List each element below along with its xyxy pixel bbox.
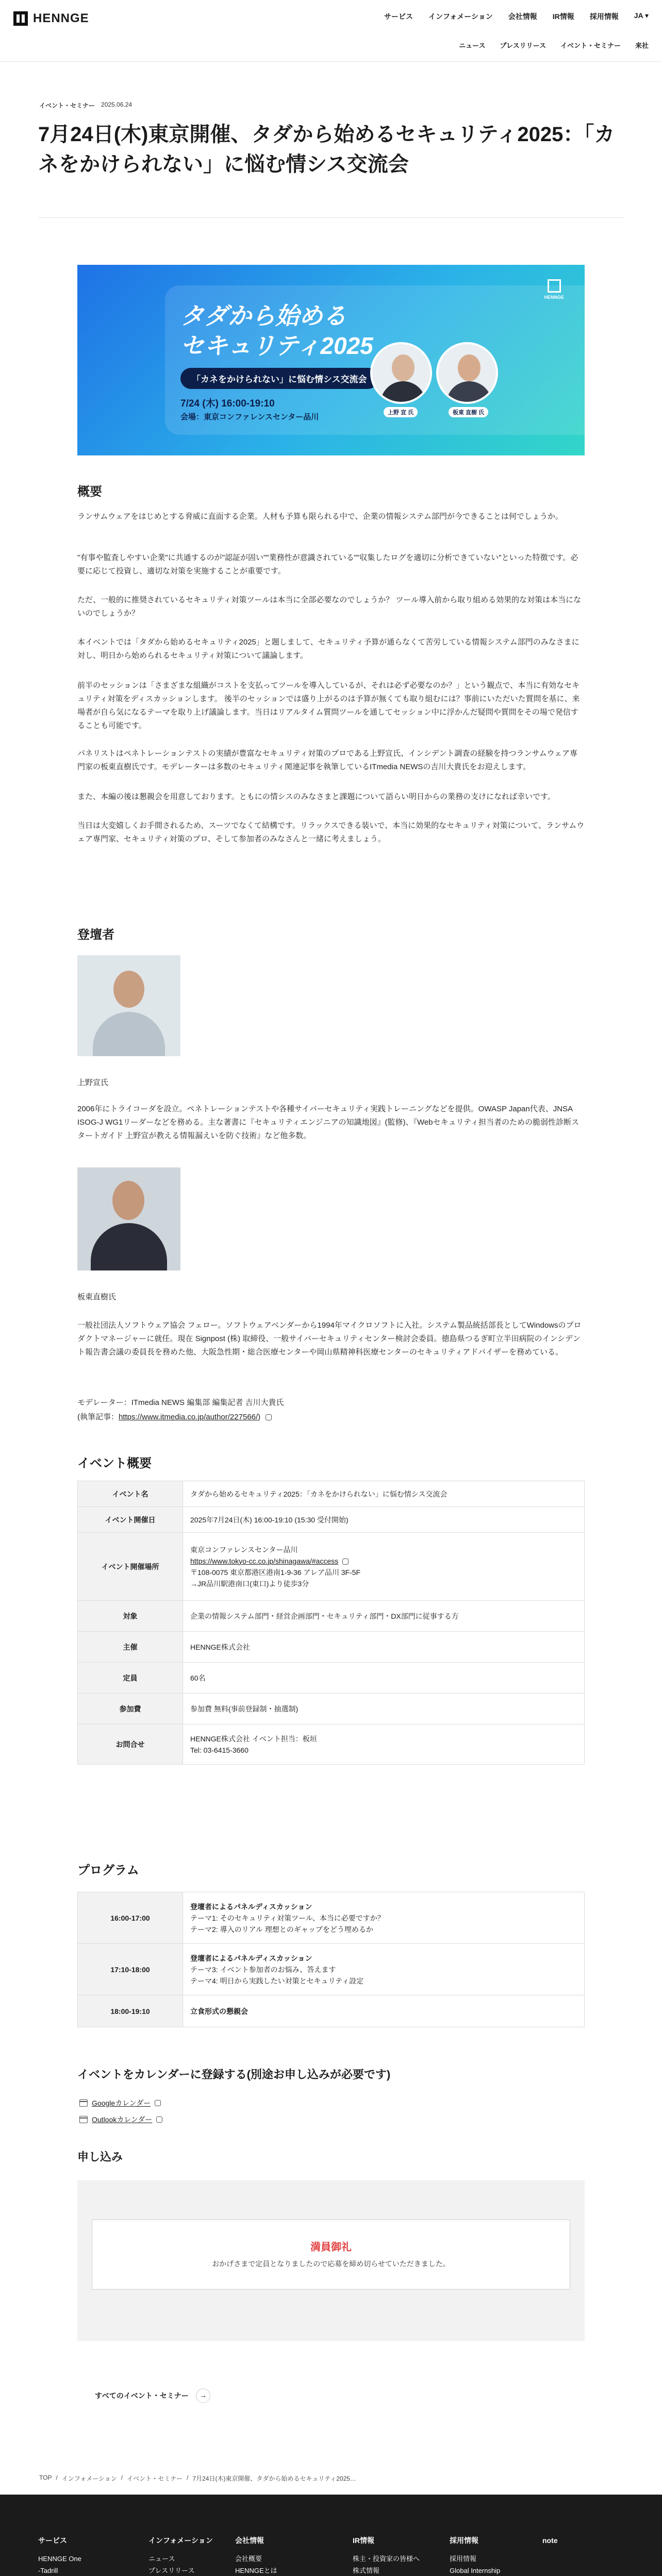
external-link-icon: [156, 2116, 162, 2123]
table-row: [78, 1663, 585, 1693]
overview-paragraph-2: "有事や監査しやすい企業"に共通するのが"認証が固い""業務性が意識されている""収集したログを適切に分析できていない"といった特徴です。必要に応じて投資し、適切な対策を実施することが重要です。: [77, 553, 578, 575]
article-meta: [39, 101, 132, 110]
program-title: 登壇者によるパネルディスカッション: [190, 1902, 312, 1911]
speaker1-bio: 2006年にトライコーダを設立。ペネトレーションテストや各種サイバーセキュリティ実践トレーニングなどを提供。OWASP Japan代表、JNSA ISOG-J WG1リーダーなどを務める。主な著書に『セキュリティエンジニアの知識地図』(監修)、『Webセキュリティ担当者のための脆弱性診断スタートガイド 上野宣が教える情報漏えいを防ぐ技術』など他多数。: [77, 1105, 580, 1140]
breadcrumb-separator: /: [121, 2474, 123, 2481]
speaker2-bio: 一般社団法人ソフトウェア協会 フェロー。ソフトウェアベンダーから1994年マイクロソフトに入社。システム製品統括部長としてWindowsのプロダクトマネージャーに就任。現在 Signpost (株) 取締役、一般サイバーセキュリティセンター検討会委員。徳島県つるぎ町立半田病院のインシデント報告書会議の委員長を務めた他、大阪急性期・総合医療センターや岡山県精神科医療センターのセキュリティアドバイザーを務めている。: [77, 1321, 582, 1357]
event-banner: [77, 265, 585, 455]
article-category[interactable]: イベント・セミナー: [39, 102, 95, 109]
table-value: [183, 1533, 585, 1601]
footer-col-careers: [450, 2535, 500, 2576]
speaker2-name: 板東直樹氏: [77, 1293, 117, 1301]
logo-link[interactable]: [13, 11, 89, 26]
program-time: 16:00-17:00: [78, 1892, 183, 1944]
table-row: [78, 1632, 585, 1663]
overview-paragraph-1: ランサムウェアをはじめとする脅威に直面する企業。人材も予算も限られる中で、企業の情報システム部門が今できることは何でしょうか。: [77, 512, 563, 521]
all-events-link[interactable]: [95, 2388, 210, 2403]
external-link-icon: [342, 1558, 349, 1565]
arrow-right-icon: →: [196, 2388, 210, 2403]
external-link-icon: [266, 1414, 272, 1420]
table-key: イベント開催場所: [78, 1533, 183, 1601]
table-row: [78, 1507, 585, 1533]
table-key: 主催: [78, 1632, 183, 1663]
calendar-icon: [79, 2099, 88, 2107]
table-key: イベント開催日: [78, 1507, 183, 1533]
footer-col-ir: [353, 2535, 420, 2576]
external-link-icon: [155, 2100, 161, 2106]
nav-information[interactable]: インフォメーション: [428, 12, 493, 21]
table-row: [78, 1892, 585, 1944]
author-end: ): [258, 1413, 261, 1421]
breadcrumb-information[interactable]: インフォメーション: [61, 2475, 117, 2482]
apply-section: [77, 2180, 585, 2341]
breadcrumb: [39, 2474, 356, 2483]
program-theme: テーマ4: 明日から実践したい対策とセキュリティ設定: [190, 1976, 364, 1985]
banner-logo-icon: [548, 279, 561, 293]
table-key: イベント名: [78, 1481, 183, 1507]
program-theme: テーマ1: そのセキュリティ対策ツール、本当に必要ですか？: [190, 1913, 385, 1922]
sub-nav: [459, 40, 649, 50]
program-title: 立食形式の懇親会: [190, 2007, 248, 2015]
event-overview-table: [77, 1481, 585, 1765]
breadcrumb-separator: /: [187, 2474, 189, 2481]
banner-headline-line1: タダから始める: [180, 302, 346, 329]
overview-paragraph-5: 前半のセッションは「さまざまな組織がコストを支払ってツールを導入しているが、それは必ず必要なのか？」という観点で、本当に有効なセキュリティ対策をディスカッションします。 後半のセッションでは盛り上がるのは予算が無くても取り組むには？事前にいただいた質問を基に、来場者が自ら気になるテーマを取り上げ議論します。当日はリアルタイム質問ツールを通してセッション中に浮かんだ疑問や質問をその場で発信することも可能です。: [77, 681, 580, 730]
apply-closed-box: [92, 2219, 570, 2290]
nav-services[interactable]: サービス: [384, 12, 413, 21]
table-value: 参加費 無料(事前登録制・抽選制): [183, 1693, 585, 1724]
venue-address: 〒108-0075 東京都港区港南1-9-36 アレア品川 3F-5F: [190, 1568, 361, 1577]
program-detail: [183, 1944, 585, 1995]
table-value: 2025年7月24日(木) 16:00-19:10 (15:30 受付開始): [183, 1507, 585, 1533]
program-theme: テーマ3: イベント参加者のお悩み、答えます: [190, 1965, 336, 1974]
table-value: 60名: [183, 1663, 585, 1693]
banner-speaker2-name: 板東 直樹 氏: [449, 407, 488, 417]
program-theme: テーマ2: 導入のリアル 理想とのギャップをどう埋めるか: [190, 1925, 373, 1934]
table-key: お問合せ: [78, 1724, 183, 1765]
banner-logo: [544, 279, 564, 300]
apply-heading: 申し込み: [77, 2150, 123, 2163]
outlook-calendar-link[interactable]: [79, 2114, 162, 2125]
subnav-events[interactable]: イベント・セミナー: [560, 42, 621, 49]
program-time: 18:00-19:10: [78, 1995, 183, 2027]
speaker1-name: 上野宣氏: [77, 1078, 109, 1087]
footer-col-heading[interactable]: 採用情報: [450, 2536, 478, 2545]
breadcrumb-current: 7月24日(木)東京開催、タダから始めるセキュリティ2025…: [192, 2475, 356, 2482]
overview-paragraph-3: ただ、一般的に推奨されているセキュリティ対策ツールは本当に全部必要なのでしょうか？ ツール導入前から取り組める効果的な対策は本当にないのでしょうか？: [77, 596, 582, 618]
banner-logo-text: HENNGE: [544, 295, 564, 300]
footer-link[interactable]: -Tadrill: [38, 2567, 58, 2574]
title-divider: [38, 217, 624, 218]
table-row: [78, 1601, 585, 1632]
subnav-visit[interactable]: 来社: [635, 42, 649, 49]
event-overview-heading: イベント概要: [77, 1456, 152, 1470]
table-value: HENNGE株式会社: [183, 1632, 585, 1663]
language-switcher[interactable]: JA ▾: [634, 11, 649, 20]
footer-col-information: [148, 2535, 213, 2576]
sold-out-note: おかげさまで定員となりましたので応募を締め切らせていただきました。: [212, 2260, 450, 2268]
henge-logo-icon: [13, 11, 28, 26]
banner-headline-line2: セキュリティ2025: [180, 332, 373, 359]
footer-link[interactable]: HENNGEとは: [235, 2567, 277, 2574]
logo-text: HENNGE: [33, 11, 89, 25]
program-detail: [183, 1892, 585, 1944]
nav-ir[interactable]: IR情報: [552, 12, 574, 21]
banner-datetime: 7/24 (木) 16:00-19:10: [180, 398, 275, 409]
author-label: (執筆記事：: [77, 1413, 119, 1421]
author-articles-link[interactable]: https://www.itmedia.co.jp/author/227566/: [119, 1413, 258, 1421]
program-heading: プログラム: [77, 1863, 139, 1877]
footer-link[interactable]: ニュース: [148, 2555, 175, 2563]
table-key: 定員: [78, 1663, 183, 1693]
contact-line-1: HENNGE株式会社 イベント担当：板垣: [190, 1734, 317, 1743]
page-title: 7月24日(木)東京開催、タダから始めるセキュリティ2025：「カネをかけられない」に悩む情シス交流会: [38, 123, 615, 176]
table-key: 参加費: [78, 1693, 183, 1724]
article-date: 2025.06.24: [101, 101, 133, 108]
table-value: [183, 1724, 585, 1765]
overview-heading: 概要: [77, 485, 102, 499]
footer-col-note: [542, 2535, 558, 2553]
breadcrumb-separator: /: [56, 2474, 58, 2481]
moderator-line: モデレーター：ITmedia NEWS 編集部 編集記者 吉川大貴氏: [77, 1398, 284, 1407]
program-detail: [183, 1995, 585, 2027]
subnav-news[interactable]: ニュース: [459, 42, 486, 49]
overview-paragraph-6: パネリストはペネトレーションテストの実績が豊富なセキュリティ対策のプロである上野宣氏、インシデント調査の経験を持つランサムウェア専門家の板東直樹氏です。モデレーターは多数のセキュリティ関連記事を執筆しているITmedia NEWSの吉川大貴氏をお迎えします。: [77, 749, 577, 771]
speakers-heading: 登壇者: [77, 928, 114, 942]
venue-access-link[interactable]: https://www.tokyo-cc.co.jp/shinagawa/#access: [190, 1556, 339, 1565]
table-row: [78, 1693, 585, 1724]
banner-speaker1-avatar: [370, 342, 432, 404]
calendar-icon: [79, 2116, 88, 2123]
footer-link[interactable]: HENNGE One: [38, 2555, 81, 2563]
site-footer: [0, 2495, 662, 2576]
footer-link[interactable]: プレスリリース: [148, 2567, 195, 2574]
outlook-calendar-label: Outlookカレンダー: [92, 2115, 153, 2124]
overview-paragraph-8: 当日は大変嬉しくお手間されるため、スーツでなくて結構です。リラックスできる装いで、本当に効果的なセキュリティ対策について、ランサムウェア専門家、セキュリティ対策のプロ、そして参加者のみなさんと一緒に考えましょう。: [77, 821, 585, 843]
calendar-heading: イベントをカレンダーに登録する(別途お申し込みが必要です): [77, 2068, 391, 2081]
footer-col-heading[interactable]: note: [542, 2536, 558, 2545]
table-row: [78, 1533, 585, 1601]
banner-venue: 会場：東京コンファレンスセンター品川: [180, 413, 319, 421]
table-row: [78, 1481, 585, 1507]
table-value: 企業の情報システム部門・経営企画部門・セキュリティ部門・DX部門に従事する方: [183, 1601, 585, 1632]
footer-col-heading[interactable]: 会社情報: [235, 2536, 264, 2545]
program-time: 17:10-18:00: [78, 1944, 183, 1995]
contact-line-2: Tel: 03-6415-3660: [190, 1745, 249, 1754]
footer-col-company: [235, 2535, 322, 2576]
overview-paragraph-4: 本イベントでは「タダから始めるセキュリティ2025」と題しまして、セキュリティ予算が通らなくて苦労している情報システム部門のみなさまに対し、明日から始められるセキュリティ対策について議論します。: [77, 638, 580, 660]
table-row: [78, 1995, 585, 2027]
table-row: [78, 1944, 585, 1995]
google-calendar-label: Googleカレンダー: [92, 2099, 151, 2107]
table-row: [78, 1724, 585, 1765]
breadcrumb-events[interactable]: イベント・セミナー: [127, 2475, 183, 2482]
sold-out-label: 満員御礼: [310, 2242, 352, 2253]
speaker1-photo: [77, 955, 180, 1056]
google-calendar-link[interactable]: [79, 2098, 161, 2108]
all-events-label: すべてのイベント・セミナー: [95, 2392, 189, 2400]
footer-col-services: [38, 2535, 104, 2576]
subnav-press[interactable]: プレスリリース: [500, 42, 546, 49]
breadcrumb-top[interactable]: TOP: [39, 2474, 52, 2481]
overview-paragraph-7: また、本編の後は懇親会を用意しております。ともにの情シスのみなさまと課題について語らい明日からの業務の支けになれば幸いです。: [77, 792, 555, 801]
footer-link[interactable]: 採用情報: [450, 2555, 477, 2563]
banner-speaker1-name: 上野 宣 氏: [384, 407, 418, 417]
site-header: [0, 0, 662, 62]
footer-col-heading[interactable]: サービス: [38, 2536, 67, 2545]
banner-subtitle-pill: 「カネをかけられない」に悩む情シス交流会: [180, 368, 378, 389]
venue-station: →JR品川駅港南口(東口)より徒歩3分: [190, 1579, 309, 1588]
footer-link[interactable]: Global Internship: [450, 2567, 501, 2574]
program-table: [77, 1892, 585, 2027]
venue-name: 東京コンファレンスセンター品川: [190, 1545, 298, 1554]
program-title: 登壇者によるパネルディスカッション: [190, 1954, 312, 1962]
footer-col-heading[interactable]: IR情報: [353, 2536, 374, 2545]
moderator-articles: [77, 1411, 585, 1424]
footer-link[interactable]: 株主・投資家の皆様へ: [353, 2555, 420, 2563]
speaker2-photo: [77, 1167, 180, 1270]
table-value: タダから始めるセキュリティ2025：「カネをかけられない」に悩む情シス交流会: [183, 1481, 585, 1507]
table-key: 対象: [78, 1601, 183, 1632]
nav-careers[interactable]: 採用情報: [589, 12, 619, 21]
banner-speaker2-avatar: [436, 342, 498, 404]
footer-link[interactable]: 会社概要: [235, 2555, 262, 2563]
main-nav: [384, 11, 649, 22]
footer-link[interactable]: 株式情報: [353, 2567, 380, 2574]
nav-company[interactable]: 会社情報: [508, 12, 537, 21]
footer-col-heading[interactable]: インフォメーション: [148, 2536, 213, 2545]
